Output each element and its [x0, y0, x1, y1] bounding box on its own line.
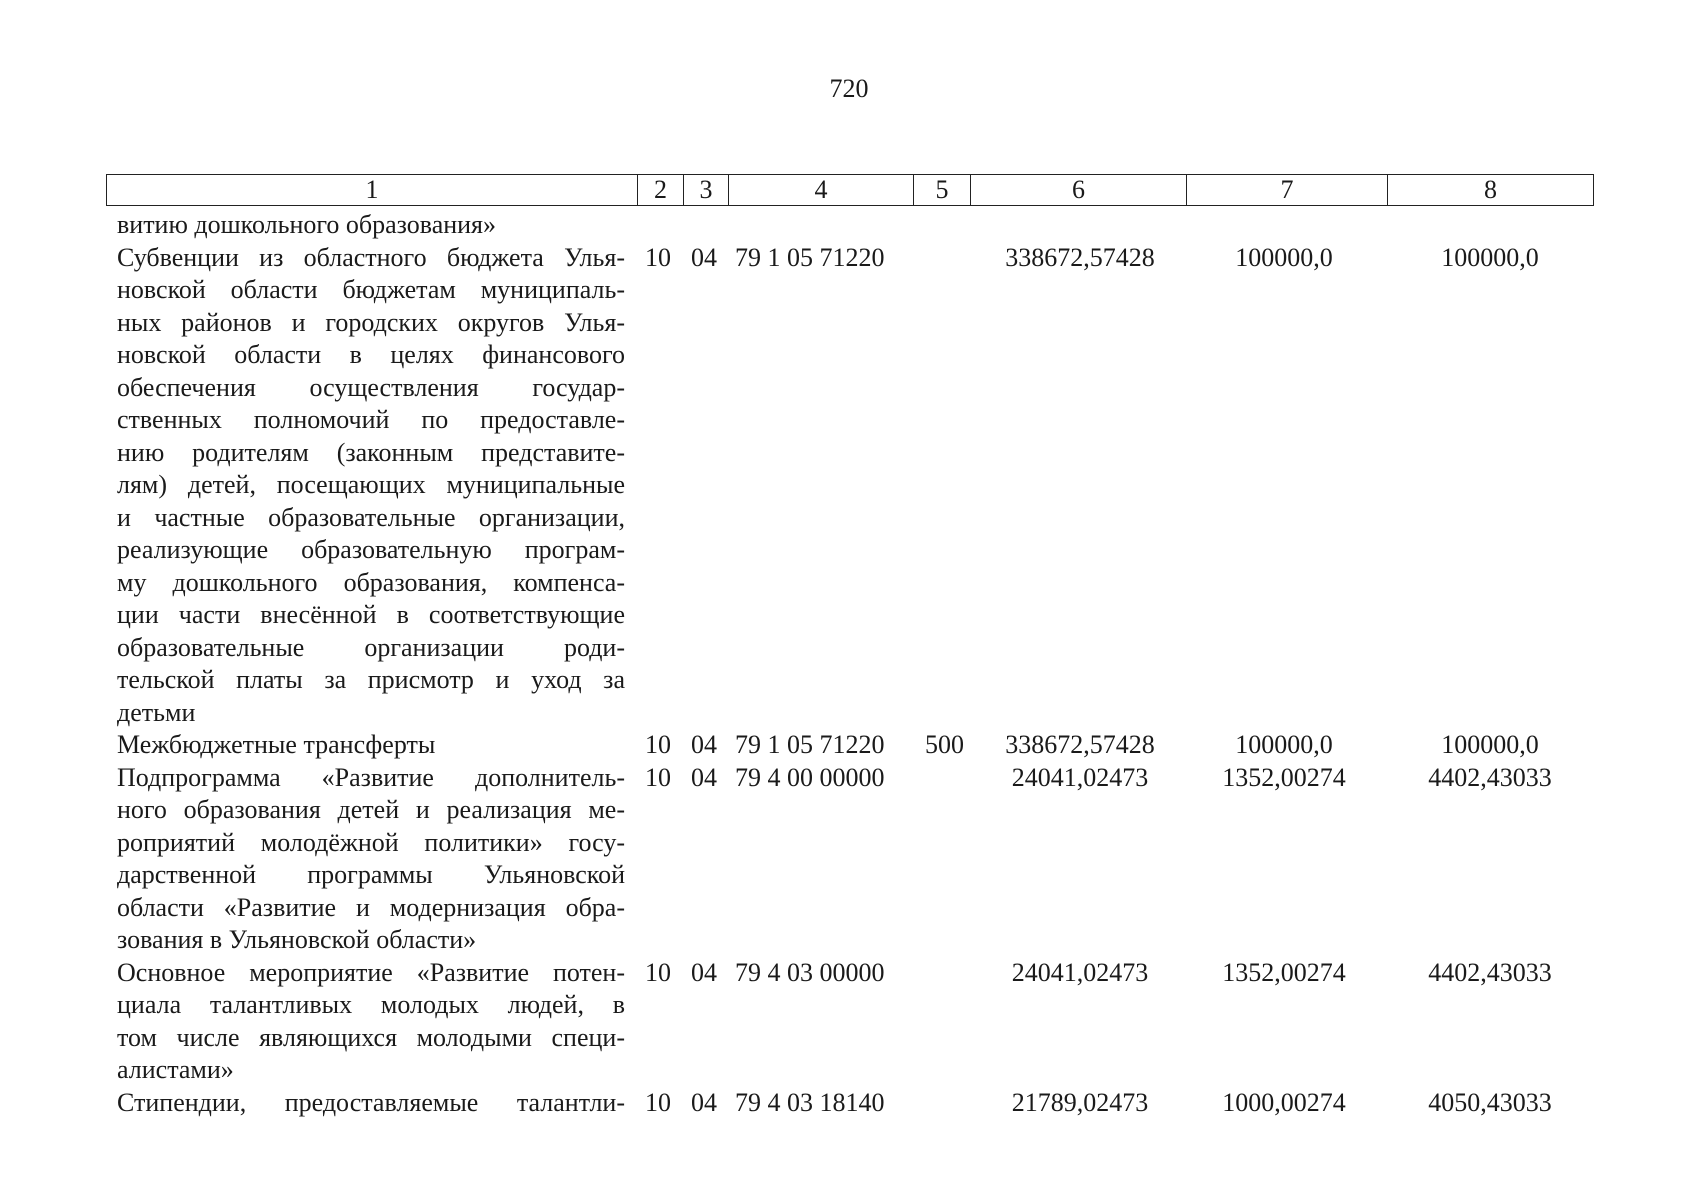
cell-col-3: 04 [691, 730, 717, 759]
description-line: Стипендии, предоставляемые талантли- [117, 1087, 625, 1117]
header-col-5: 5 [914, 175, 971, 206]
description-line: лям) детей, посещающих муниципальные [117, 470, 625, 499]
cell-col-5: 500 [925, 730, 964, 759]
description-line: ных районов и городских округов Улья- [117, 307, 625, 337]
row-description [117, 242, 625, 730]
table-header [106, 174, 1594, 206]
cell-col-6: 24041,02473 [1011, 957, 1149, 987]
description-line: роприятий молодёжной политики» госу- [117, 827, 625, 857]
description-line: детьми [117, 697, 196, 727]
cell-col-4: 79 4 00 00000 [735, 762, 885, 792]
cell-col-6: 21789,02473 [1011, 1087, 1149, 1117]
header-col-1: 1 [107, 175, 638, 206]
description-line: и частные образовательные организации, [117, 502, 625, 532]
description-line: области «Развитие и модернизация обра- [117, 892, 625, 922]
cell-col-2: 10 [645, 1087, 671, 1117]
cell-col-2: 10 [645, 242, 671, 272]
cell-col-8: 4402,43033 [1428, 957, 1552, 987]
cell-col-6: 24041,02473 [1011, 762, 1149, 792]
cell-col-3: 04 [691, 957, 717, 987]
row-description [117, 209, 625, 242]
cell-col-7: 100000,0 [1235, 730, 1333, 759]
cell-col-7: 1352,00274 [1222, 957, 1346, 987]
page-number: 720 [829, 74, 869, 103]
header-col-7: 7 [1187, 175, 1388, 206]
cell-col-8: 100000,0 [1441, 242, 1539, 272]
description-line: витию дошкольного образования» [117, 210, 497, 239]
description-line: ственных полномочий по предоставле- [117, 405, 625, 434]
description-line: зования в Ульяновской области» [117, 925, 477, 954]
description-line: образовательные организации роди- [117, 632, 625, 662]
cell-col-4: 79 1 05 71220 [735, 242, 885, 272]
cell-col-8: 4402,43033 [1428, 762, 1552, 792]
row-description [117, 762, 625, 957]
cell-col-4: 79 1 05 71220 [735, 730, 885, 759]
cell-col-3: 04 [691, 762, 717, 792]
header-col-2: 2 [638, 175, 684, 206]
description-line: циала талантливых молодых людей, в [117, 990, 625, 1019]
row-description [117, 957, 625, 1087]
cell-col-3: 04 [691, 242, 717, 272]
header-col-8: 8 [1388, 175, 1594, 206]
description-line: Межбюджетные трансферты [117, 730, 436, 759]
description-line: Подпрограмма «Развитие дополнитель- [117, 762, 625, 792]
description-line: ции части внесённой в соответствующие [117, 600, 625, 629]
description-line: том числе являющихся молодыми специ- [117, 1022, 625, 1052]
description-line: дарственной программы Ульяновской [117, 860, 625, 889]
header-col-4: 4 [729, 175, 914, 206]
header-col-6: 6 [971, 175, 1187, 206]
cell-col-7: 100000,0 [1235, 242, 1333, 272]
description-line: нию родителям (законным представите- [117, 437, 625, 467]
cell-col-8: 100000,0 [1441, 730, 1539, 759]
cell-col-2: 10 [645, 957, 671, 987]
description-line: алистами» [117, 1055, 234, 1084]
description-line: му дошкольного образования, компенса- [117, 567, 625, 597]
row-description [117, 729, 625, 762]
description-line: новской области бюджетам муниципаль- [117, 275, 625, 304]
cell-col-4: 79 4 03 18140 [735, 1087, 885, 1117]
cell-col-7: 1000,00274 [1222, 1087, 1346, 1117]
description-line: тельской платы за присмотр и уход за [117, 665, 625, 694]
cell-col-6: 338672,57428 [1005, 730, 1155, 759]
description-line: новской области в целях финансового [117, 340, 625, 369]
header-col-3: 3 [684, 175, 729, 206]
cell-col-2: 10 [645, 730, 671, 759]
description-line: Субвенции из областного бюджета Улья- [117, 242, 625, 272]
cell-col-8: 4050,43033 [1428, 1087, 1552, 1117]
cell-col-7: 1352,00274 [1222, 762, 1346, 792]
row-description [117, 1087, 625, 1120]
description-line: реализующие образовательную програм- [117, 535, 625, 564]
cell-col-3: 04 [691, 1087, 717, 1117]
description-line: обеспечения осуществления государ- [117, 372, 625, 402]
cell-col-4: 79 4 03 00000 [735, 957, 885, 987]
description-line: Основное мероприятие «Развитие потен- [117, 957, 625, 987]
cell-col-6: 338672,57428 [1005, 242, 1155, 272]
description-line: ного образования детей и реализация ме- [117, 795, 625, 824]
cell-col-2: 10 [645, 762, 671, 792]
